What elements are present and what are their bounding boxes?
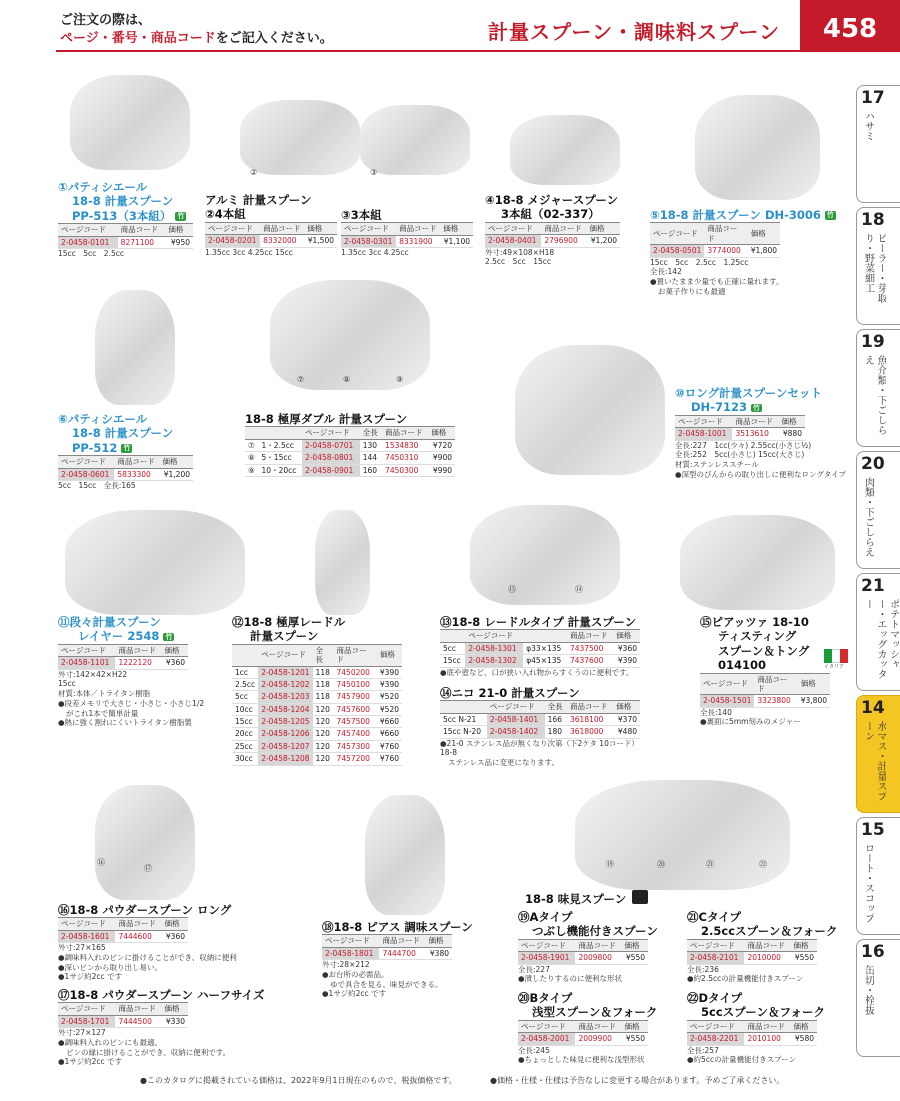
product-note: 全長:245 (518, 1045, 550, 1055)
product-note: ●調味料入れのビンに掛けることができ、収納に便利 (58, 952, 237, 962)
product-note: 全長:236 (687, 964, 719, 974)
product-4 (485, 193, 620, 267)
product-title: ②4本組 (205, 207, 246, 222)
product-15 (700, 615, 850, 727)
marker-19: ⑲ (606, 860, 614, 869)
section-heading: 18-8 味見スプーン (525, 892, 627, 906)
tab-label: ポテトマッシャー・エッグカッター (862, 599, 899, 679)
product-3 (341, 208, 473, 258)
tab-label: ハサミ (862, 111, 874, 141)
product-note: ●熱に強く割れにくいトライタン樹脂製 (58, 718, 192, 728)
table-row[interactable]: ⑦ 1・2.5cc 2-0458-0701 130 1534830 ¥720 (245, 439, 455, 451)
header-rule (56, 50, 856, 52)
tab-number: 14 (861, 698, 885, 718)
product-title: ⑳Bタイプ (518, 991, 573, 1005)
marker-14: ⑭ (575, 585, 583, 594)
product-title: ⑰18-8 パウダースプーン ハーフサイズ (58, 988, 265, 1002)
product-note: 15cc 5cc 2.5cc 1.25cc (650, 257, 749, 267)
product-title: ㉒Dタイプ (687, 991, 742, 1005)
product-table: ページコード 商品コード 価格 2-0458-1701 7444500 ¥330 (58, 1002, 188, 1028)
product-note: 材質:本体／トライタン樹脂 (58, 689, 151, 698)
product-table: ページコード 商品コード 価格 2-0458-1901 2009800 ¥550 (518, 939, 648, 965)
tab-label: 缶切・栓抜 (862, 965, 874, 1015)
product-table: ページコード 商品コード 価格 2-0458-0301 8331900 ¥1,100 (341, 222, 473, 248)
product-title: DH-7123 竹 (691, 400, 760, 415)
product-note: 外寸:28×212 (322, 960, 370, 970)
antibacterial-icon (632, 890, 648, 904)
product-note: 全長:227 1cc(少々) 2.55cc(小さじ½) (675, 440, 812, 450)
tab-number: 18 (861, 210, 885, 230)
product-22 (687, 991, 852, 1065)
product-table: ページコード 商品コード 価格 2-0458-1501 3323800 ¥3,800 (700, 673, 830, 708)
product-note: 2.5cc 5cc 15cc (485, 257, 551, 267)
product-photo-4 (510, 115, 620, 185)
footer-note-left: ●このカタログに掲載されている価格は、2022年9月1日現在のもので、税抜価格です。 (140, 1076, 457, 1085)
table-row[interactable]: ⑧ 5・15cc 2-0458-0801 144 7450310 ¥900 (245, 452, 455, 464)
tab-15[interactable] (856, 817, 900, 935)
table-row[interactable]: 2-0458-2001 2009900 ¥550 (518, 1033, 648, 1045)
product-title: ⑮ピアッツァ 18-10 (700, 615, 809, 629)
product-title: スプーン＆トング (718, 643, 810, 658)
product-title: ③3本組 (341, 208, 382, 222)
product-title: レイヤー 2548 竹 (78, 629, 173, 644)
product-table: ページコード 商品コード 価格 2-0458-1801 7444700 ¥380 (322, 934, 452, 960)
product-title: 計量スプーン (250, 629, 319, 644)
product-note: 外寸:49×108×H18 (485, 247, 555, 257)
product-note: ●段差メモリで大さじ・小さじ・小さじ1/2 (58, 698, 205, 708)
flag-caption: イタリア (824, 664, 845, 670)
product-title: ④18-8 メジャースプーン (485, 193, 619, 207)
product-photo-3 (360, 105, 470, 175)
table-row[interactable]: 2-0458-0401 2796900 ¥1,200 (485, 235, 620, 247)
table-row[interactable]: 2-0458-0601 5833300 ¥1,200 (58, 468, 193, 480)
product-note: 1.35cc 3cc 4.25cc 15cc (205, 247, 293, 257)
product-2 (205, 193, 337, 257)
tab-20[interactable] (856, 451, 900, 569)
product-12 (232, 615, 402, 766)
product-10 (675, 386, 850, 480)
tab-17[interactable] (856, 85, 900, 203)
product-note: 外寸:27×165 (58, 943, 106, 953)
product-title: 18-8 計量スプーン (72, 426, 174, 441)
product-title: 3本組（02-337） (501, 207, 600, 222)
product-note: 1.35cc 3cc 4.25cc (341, 248, 409, 258)
table-row[interactable]: 2-0458-1101 1222120 ¥360 (58, 657, 188, 669)
product-note: ステンレス品に変更になります。 (448, 758, 559, 767)
product-1 (58, 180, 193, 259)
bamboo-badge: 竹 (123, 443, 131, 452)
tab-label: 魚介類・下ごしらえ (862, 355, 886, 435)
table-row[interactable]: 2-0458-2101 2010000 ¥550 (687, 952, 817, 964)
product-note: 15cc 5cc 2.5cc (58, 248, 124, 258)
table-row[interactable]: 1cc 2-0458-1201 118 7450200 ¥390 (232, 666, 402, 678)
table-row[interactable]: 2-0458-1901 2009800 ¥550 (518, 952, 648, 964)
product-title: アルミ 計量スプーン (205, 193, 312, 207)
bamboo-badge: 竹 (752, 403, 760, 412)
product-title: ⑭ニコ 21-0 計量スプーン (440, 686, 580, 700)
product-note: お菓子作りにも最適 (658, 286, 726, 296)
marker-16: ⑯ (97, 858, 105, 867)
product-16 (58, 903, 288, 982)
tab-label: ピーラー・芽取り・野菜細工 (862, 233, 886, 303)
table-row[interactable]: 5cc N-21 2-0458-1401 166 3618100 ¥370 (440, 713, 640, 725)
product-table: ページコード 商品コード 価格 2-0458-0101 8271100 ¥950 (58, 223, 193, 249)
footer-note-right: ●価格・仕様・仕様は予告なしに変更する場合があります。予めご了承ください。 (490, 1076, 785, 1085)
product-18 (322, 920, 482, 999)
product-note: 外寸:142×42×H22 (58, 669, 128, 679)
order-note-highlight: ページ・番号・商品コード (60, 31, 216, 47)
tab-number: 17 (861, 88, 885, 108)
product-20 (518, 991, 683, 1065)
marker-8: ⑧ (343, 375, 351, 384)
product-table: ページコード 商品コード 価格 5cc 2-0458-1301 φ33×135 7437500 ¥360 15cc 2-0458-1302 φ45×135 7437600 ¥390 (440, 629, 640, 667)
tab-19[interactable] (856, 329, 900, 447)
bamboo-badge: 竹 (165, 632, 173, 641)
product-note: 15cc (58, 679, 76, 689)
product-photo-11 (65, 510, 245, 615)
product-note: ●底や壺など、口が狭い入れ物からすくうのに便利です。 (440, 667, 634, 677)
product-table: ページコード 商品コード 価格 2-0458-1001 3513610 ¥880 (675, 415, 805, 441)
product-photo-12 (315, 510, 370, 615)
product-note: 外寸:27×127 (58, 1028, 106, 1038)
table-row[interactable]: 25cc 2-0458-1207 120 7457300 ¥760 (232, 740, 402, 752)
product-title: ⑯18-8 パウダースプーン ロング (58, 903, 232, 917)
product-table: ページコード 全長 商品コード 価格 1cc 2-0458-1201 118 7450200 ¥390 2.5cc 2-0458-1202 118 7450100 ¥390 5cc 2-0458-1203 118 7457900 ¥520 10cc 2-0458-1204 120 7457600 ¥520 15cc 2-0458-1205 120 7457500 ¥660 20cc 2-0458-1206 120 7457400 ¥660 25cc 2-0458-1207 120 7457300 ¥760 30cc 2-0458-1208 120 7457200 ¥760 (232, 644, 402, 766)
marker-7: ⑦ (297, 375, 305, 384)
product-note: ●調味料入れのビンにも最適。 (58, 1037, 163, 1047)
tab-number: 15 (861, 820, 885, 840)
order-note-line1: ご注文の際は、 (60, 13, 152, 28)
product-title: 014100 (718, 658, 767, 673)
product-21 (687, 910, 852, 984)
table-row[interactable]: 5cc 2-0458-1301 φ33×135 7437500 ¥360 (440, 642, 640, 654)
tab-21[interactable] (856, 573, 900, 691)
tab-label: 水マス・計量スプーン (862, 721, 886, 801)
product-note: ●深型のびんからの取り出しに便利なロングタイプ (675, 469, 846, 479)
product-photo-13-14 (470, 505, 620, 605)
tab-18[interactable] (856, 207, 900, 325)
product-note: ●裏面に5mm刻みのメジャー (700, 717, 801, 727)
product-photo-19-22 (575, 780, 790, 890)
product-11 (58, 615, 228, 728)
marker-20: ⑳ (657, 860, 665, 869)
tab-16[interactable] (856, 939, 900, 1057)
page-number: 458 (800, 0, 900, 52)
product-note: ●ちょっとした味見に便利な浅型形状 (518, 1055, 645, 1065)
product-title: 浅型スプーン＆フォーク (532, 1005, 658, 1020)
table-row[interactable]: 15cc 2-0458-1302 φ45×135 7437600 ¥390 (440, 655, 640, 667)
product-title: 18-8 極厚ダブル 計量スプーン (245, 412, 408, 426)
product-photo-15 (680, 515, 835, 610)
product-title: つぶし機能付きスプーン (532, 924, 658, 939)
table-row[interactable]: 2-0458-0201 8332000 ¥1,500 (205, 235, 337, 247)
table-row[interactable]: 30cc 2-0458-1208 120 7457200 ¥760 (232, 753, 402, 765)
order-note (60, 12, 333, 48)
table-row[interactable]: 5cc 2-0458-1203 118 7457900 ¥520 (232, 691, 402, 703)
product-table: ページコード 商品コード 価格 2-0458-2201 2010100 ¥580 (687, 1020, 817, 1046)
marker-2: ② (250, 168, 258, 177)
product-title: 18-8 計量スプーン (72, 194, 174, 209)
product-table: ページコード 商品コード 価格 2-0458-1601 7444600 ¥360 (58, 917, 188, 943)
product-title: 5ccスプーン＆フォーク (701, 1005, 825, 1020)
product-note: ●21-0 ステンレス品が無くなり次第（下2ケタ 10コード）18-8 (440, 738, 639, 758)
product-note: 全長:252 5cc(小さじ) 15cc(大さじ) (675, 450, 805, 460)
product-photo-7-9 (270, 280, 430, 390)
table-row[interactable]: 2-0458-1801 7444700 ¥380 (322, 947, 452, 959)
product-title: ①パティシエール (58, 180, 148, 194)
product-photo-5 (695, 95, 820, 200)
product-title: PP-513（3本組） 竹 (72, 208, 185, 223)
product-note: 全長:227 (518, 964, 550, 974)
product-17 (58, 988, 308, 1067)
product-table: ページコード 商品コード 価格 2-0458-1101 1222120 ¥360 (58, 644, 188, 670)
product-note: ●置いたまま少量でも正確に量れます。 (650, 277, 784, 286)
product-note: がこれ1本で簡単計量 (66, 708, 139, 718)
product-title: ⑱18-8 ピアス 調味スプーン (322, 920, 473, 934)
marker-3: ③ (370, 168, 378, 177)
table-row[interactable]: 2.5cc 2-0458-1202 118 7450100 ¥390 (232, 678, 402, 690)
product-title: ⑩ロング計量スプーンセット (675, 386, 822, 400)
product-title: 2.5ccスプーン＆フォーク (701, 924, 838, 939)
order-note-rest: をご記入ください。 (215, 31, 333, 47)
table-row[interactable]: 15cc N-20 2-0458-1402 180 3618000 ¥480 (440, 726, 640, 738)
product-note: 全長:142 (650, 267, 682, 277)
table-row[interactable]: 2-0458-0301 8331900 ¥1,100 (341, 235, 473, 247)
page-title: 計量スプーン・調味料スプーン (488, 20, 780, 44)
product-title: ㉑Cタイプ (687, 910, 741, 924)
tab-label: ロート・スコップ (862, 843, 874, 923)
product-title: ⑥パティシエール (58, 412, 148, 426)
table-row[interactable]: 20cc 2-0458-1206 120 7457400 ¥660 (232, 728, 402, 740)
table-row[interactable]: 2-0458-0501 3774000 ¥1,800 (650, 245, 780, 257)
table-row[interactable]: 10cc 2-0458-1204 120 7457600 ¥520 (232, 703, 402, 715)
tab-number: 21 (861, 576, 885, 596)
table-row[interactable]: 2-0458-0101 8271100 ¥950 (58, 236, 193, 248)
marker-17: ⑰ (144, 864, 152, 873)
table-row[interactable]: ⑨ 10・20cc 2-0458-0901 160 7450300 ¥990 (245, 464, 455, 476)
tab-number: 20 (861, 454, 885, 474)
product-title: ⑬18-8 レードルタイプ 計量スプーン (440, 615, 637, 629)
product-photo-6 (95, 290, 175, 405)
product-table: ページコード 商品コード 価格 2-0458-0501 3774000 ¥1,800 (650, 222, 780, 257)
product-19 (518, 910, 683, 984)
product-note: ビンの縁に掛けることができ、収納に便利です。 (66, 1047, 231, 1057)
product-title: ティスティング (718, 629, 797, 644)
table-row[interactable]: 2-0458-1601 7444600 ¥360 (58, 930, 188, 942)
product-note: ●潰したりするのに便利な形状 (518, 974, 623, 984)
product-note: ●1サジ約2cc です (58, 1057, 123, 1067)
table-row[interactable]: 2-0458-1001 3513610 ¥880 (675, 428, 805, 440)
product-note: ●深いビンから取り出し易い。 (58, 962, 163, 972)
product-title: ⑤18-8 計量スプーン DH-3006 竹 (650, 208, 834, 222)
product-5 (650, 208, 850, 297)
bamboo-badge: 竹 (177, 211, 185, 220)
product-title: ⑲Aタイプ (518, 910, 573, 924)
tab-number: 19 (861, 332, 885, 352)
product-table: ページコード 商品コード 価格 2-0458-0601 5833300 ¥1,200 (58, 455, 193, 481)
bamboo-badge: 竹 (826, 211, 834, 220)
product-table: ページコード 商品コード 価格 2-0458-0401 2796900 ¥1,200 (485, 222, 620, 248)
product-photo-10 (515, 345, 665, 475)
product-note: ●1サジ約2cc です (58, 972, 123, 982)
table-row[interactable]: 2-0458-2201 2010100 ¥580 (687, 1033, 817, 1045)
table-row[interactable]: 15cc 2-0458-1205 120 7457500 ¥660 (232, 716, 402, 728)
product-13 (440, 615, 650, 677)
tab-14[interactable] (856, 695, 900, 813)
marker-21: ㉑ (706, 860, 714, 869)
italy-flag-icon (824, 649, 848, 663)
product-table: ページコード 商品コード 価格 2-0458-0201 8332000 ¥1,500 (205, 222, 337, 248)
product-7-9 (245, 412, 455, 477)
product-note: 全長:257 (687, 1045, 719, 1055)
marker-22: ㉒ (759, 860, 767, 869)
product-note: ●約2.5ccの計量機能付きスプーン (687, 974, 804, 984)
product-table: ページコード 全長 商品コード 価格 5cc N-21 2-0458-1401 166 3618100 ¥370 15cc N-20 2-0458-1402 180 3618000 ¥480 (440, 700, 640, 738)
product-table: ページコード 商品コード 価格 2-0458-2001 2009900 ¥550 (518, 1020, 648, 1046)
product-title: PP-512 竹 (72, 440, 131, 455)
product-photo-18 (365, 795, 445, 915)
product-table: ページコード 全長 商品コード 価格 ⑦ 1・2.5cc 2-0458-0701 130 1534830 ¥720 ⑧ 5・15cc 2-0458-0801 144 7450310 ¥900 ⑨ 10・20cc 2-0458-0901 160 7450300 ¥990 (245, 426, 455, 477)
tab-label: 肉類・下ごしらえ (862, 477, 874, 557)
product-photo-1 (70, 75, 190, 170)
product-note: 全長:140 (700, 707, 732, 717)
product-14 (440, 686, 650, 768)
table-row[interactable]: 2-0458-1701 7444500 ¥330 (58, 1015, 188, 1027)
marker-13: ⑬ (508, 585, 516, 594)
order-note-line2 (60, 30, 333, 48)
tab-number: 16 (861, 942, 885, 962)
product-note: ●1サジ約2cc です (322, 989, 387, 999)
product-note: 材質:ステンレススチール (675, 460, 759, 469)
product-title: ⑪段々計量スプーン (58, 615, 161, 629)
product-note: ●約5ccの計量機能付きスプーン (687, 1055, 797, 1065)
product-title: ⑫18-8 極厚レードル (232, 615, 346, 629)
product-photo-2 (240, 100, 360, 175)
marker-9: ⑨ (396, 375, 404, 384)
table-row[interactable]: 2-0458-1501 3323800 ¥3,800 (700, 695, 830, 707)
product-note: 5cc 15cc 全長:165 (58, 480, 136, 490)
product-photo-16-17 (95, 785, 195, 900)
product-note: ゆで具合を見る、味見ができる。 (330, 979, 443, 989)
product-6 (58, 412, 193, 491)
product-table: ページコード 商品コード 価格 2-0458-2101 2010000 ¥550 (687, 939, 817, 965)
product-note: ●お台所の必需品。 (322, 969, 389, 979)
